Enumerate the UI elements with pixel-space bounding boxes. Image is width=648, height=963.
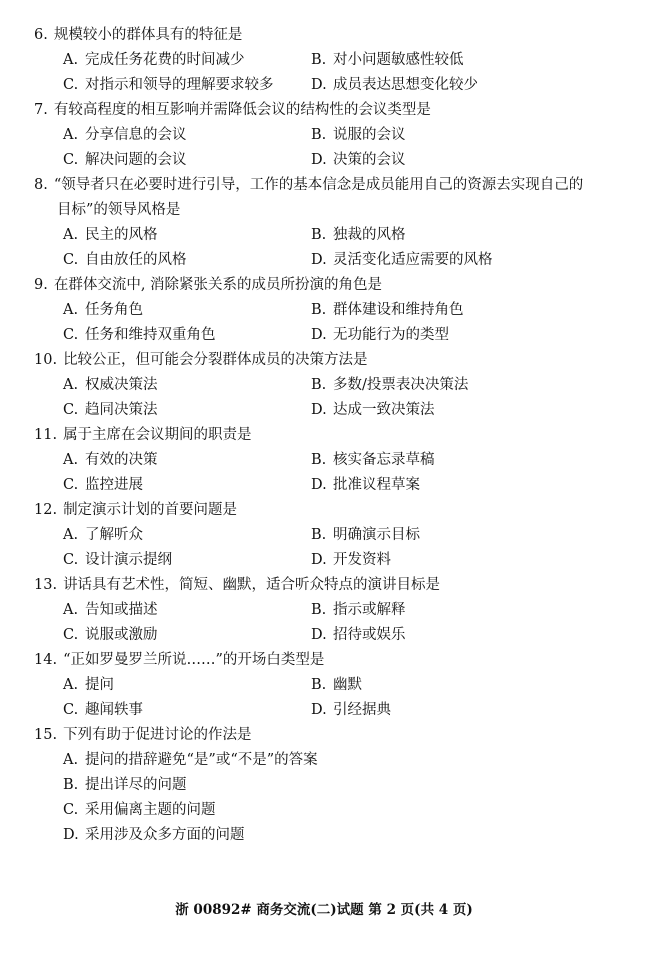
- question-number: 10.: [34, 352, 58, 368]
- option-letter: B.: [311, 527, 327, 543]
- option-text: 权威决策法: [85, 377, 158, 393]
- option-text: 说服的会议: [333, 127, 406, 143]
- question-stem: [34, 350, 368, 370]
- option-b: [311, 50, 464, 70]
- option-b: [311, 375, 468, 395]
- option-text: 对小问题敏感性较低: [333, 52, 464, 68]
- option-text: 了解听众: [85, 527, 143, 543]
- option-letter: D.: [311, 627, 327, 643]
- option-letter: D.: [311, 77, 327, 93]
- option-letter: D.: [311, 552, 327, 568]
- question-text: 规模较小的群体具有的特征是: [53, 27, 243, 43]
- option-a: [63, 50, 245, 70]
- option-letter: D.: [311, 402, 327, 418]
- option-text: 明确演示目标: [333, 527, 420, 543]
- question-stem: [34, 650, 324, 670]
- option-text: 成员表达思想变化较少: [333, 77, 478, 93]
- question-9: [0, 275, 648, 350]
- option-d: [311, 475, 420, 495]
- option-letter: D.: [311, 327, 327, 343]
- option-c: [63, 700, 143, 720]
- question-7: [0, 100, 648, 175]
- option-text: 说服或激励: [85, 627, 158, 643]
- option-text: 群体建设和维持角色: [333, 302, 464, 318]
- option-letter: B.: [311, 52, 327, 68]
- option-letter: A.: [63, 752, 79, 768]
- question-stem: [34, 500, 237, 520]
- question-8: [0, 175, 648, 275]
- option-text: 任务和维持双重角色: [85, 327, 216, 343]
- option-text: 核实备忘录草稿: [333, 452, 435, 468]
- question-stem: [34, 425, 252, 445]
- option-letter: D.: [63, 827, 79, 843]
- option-text: 无功能行为的类型: [333, 327, 449, 343]
- question-text: 下列有助于促进讨论的作法是: [63, 727, 252, 743]
- question-number: 12.: [34, 502, 58, 518]
- question-text-continued: 目标”的领导风格是: [57, 202, 181, 218]
- option-letter: C.: [63, 252, 79, 268]
- option-letter: A.: [63, 452, 79, 468]
- option-c: [63, 550, 172, 570]
- option-a: [63, 225, 158, 245]
- option-a: [63, 525, 143, 545]
- option-d: [311, 400, 435, 420]
- option-letter: B.: [63, 777, 79, 793]
- option-c: [63, 75, 274, 95]
- option-a: [63, 600, 158, 620]
- option-letter: D.: [311, 252, 327, 268]
- option-letter: C.: [63, 402, 79, 418]
- question-13: [0, 575, 648, 650]
- option-letter: C.: [63, 152, 79, 168]
- option-text: 有效的决策: [85, 452, 158, 468]
- option-text: 任务角色: [85, 302, 143, 318]
- option-letter: D.: [311, 702, 327, 718]
- question-10: [0, 350, 648, 425]
- question-text: 有较高程度的相互影响并需降低会议的结构性的会议类型是: [53, 102, 431, 118]
- option-d: [311, 625, 406, 645]
- option-text: 批准议程草案: [333, 477, 420, 493]
- option-text: 多数/投票表决决策法: [333, 377, 469, 393]
- question-stem: [34, 575, 440, 595]
- option-letter: D.: [311, 152, 327, 168]
- option-letter: B.: [311, 302, 327, 318]
- question-14: [0, 650, 648, 725]
- option-b: [311, 125, 406, 145]
- option-text: 自由放任的风格: [85, 252, 187, 268]
- option-b: [311, 675, 362, 695]
- option-letter: C.: [63, 702, 79, 718]
- option-letter: B.: [311, 677, 327, 693]
- option-d: [311, 150, 406, 170]
- option-text: 完成任务花费的时间减少: [85, 52, 245, 68]
- option-d: [311, 250, 493, 270]
- option-c: [63, 475, 143, 495]
- option-text: 提出详尽的问题: [85, 777, 187, 793]
- option-a: [63, 450, 158, 470]
- option-letter: C.: [63, 477, 79, 493]
- question-number: 13.: [34, 577, 58, 593]
- option-text: 告知或描述: [85, 602, 158, 618]
- option-text: 达成一致决策法: [333, 402, 435, 418]
- option-text: 提问的措辞避免“是”或“不是”的答案: [85, 752, 318, 768]
- question-stem: [34, 25, 242, 45]
- option-letter: B.: [311, 127, 327, 143]
- page-footer: 浙 00892# 商务交流(二)试题 第 2 页(共 4 页): [175, 902, 473, 918]
- option-d: [311, 700, 391, 720]
- option-text: 解决问题的会议: [85, 152, 187, 168]
- option-c: [63, 325, 216, 345]
- question-number: 8.: [34, 177, 48, 193]
- option-letter: A.: [63, 602, 79, 618]
- question-text: 在群体交流中, 消除紧张关系的成员所扮演的角色是: [53, 277, 383, 293]
- question-number: 11.: [34, 427, 58, 443]
- question-11: [0, 425, 648, 500]
- question-12: [0, 500, 648, 575]
- option-text: 幽默: [333, 677, 362, 693]
- option-c: [63, 800, 216, 820]
- option-c: [63, 625, 158, 645]
- option-text: 指示或解释: [333, 602, 406, 618]
- option-d: [311, 325, 449, 345]
- option-letter: C.: [63, 327, 79, 343]
- option-text: 招待或娱乐: [333, 627, 406, 643]
- option-a: [63, 750, 318, 770]
- option-text: 对指示和领导的理解要求较多: [85, 77, 274, 93]
- option-d: [311, 550, 391, 570]
- option-a: [63, 675, 114, 695]
- option-letter: C.: [63, 627, 79, 643]
- question-text: “领导者只在必要时进行引导，工作的基本信念是成员能用自己的资源去实现自己的: [53, 177, 584, 193]
- question-6: [0, 25, 648, 100]
- question-number: 14.: [34, 652, 58, 668]
- question-text: 制定演示计划的首要问题是: [63, 502, 238, 518]
- question-number: 15.: [34, 727, 58, 743]
- question-stem: [34, 100, 431, 120]
- option-text: 灵活变化适应需要的风格: [333, 252, 493, 268]
- option-d: [63, 825, 245, 845]
- option-text: 趣闻轶事: [85, 702, 143, 718]
- option-a: [63, 375, 158, 395]
- question-stem: [34, 175, 583, 195]
- option-letter: D.: [311, 477, 327, 493]
- option-letter: A.: [63, 127, 79, 143]
- option-letter: A.: [63, 227, 79, 243]
- option-b: [311, 450, 435, 470]
- question-text: 比较公正，但可能会分裂群体成员的决策方法是: [63, 352, 368, 368]
- option-text: 开发资料: [333, 552, 391, 568]
- option-text: 独裁的风格: [333, 227, 406, 243]
- option-letter: A.: [63, 302, 79, 318]
- option-text: 提问: [85, 677, 114, 693]
- option-text: 分享信息的会议: [85, 127, 187, 143]
- option-a: [63, 125, 187, 145]
- option-letter: B.: [311, 452, 327, 468]
- option-text: 设计演示提纲: [85, 552, 172, 568]
- option-c: [63, 150, 187, 170]
- option-letter: C.: [63, 802, 79, 818]
- question-number: 7.: [34, 102, 48, 118]
- option-text: 监控进展: [85, 477, 143, 493]
- option-letter: B.: [311, 377, 327, 393]
- option-letter: C.: [63, 552, 79, 568]
- option-text: 采用偏离主题的问题: [85, 802, 216, 818]
- question-text: 属于主席在会议期间的职责是: [63, 427, 252, 443]
- option-b: [311, 525, 420, 545]
- option-letter: A.: [63, 52, 79, 68]
- question-number: 6.: [34, 27, 48, 43]
- question-number: 9.: [34, 277, 48, 293]
- option-letter: A.: [63, 377, 79, 393]
- option-b: [311, 600, 406, 620]
- option-text: 采用涉及众多方面的问题: [85, 827, 245, 843]
- option-a: [63, 300, 143, 320]
- option-letter: A.: [63, 677, 79, 693]
- question-stem: [34, 275, 382, 295]
- option-c: [63, 250, 187, 270]
- option-text: 引经据典: [333, 702, 391, 718]
- question-15: [0, 725, 648, 850]
- option-b: [63, 775, 187, 795]
- option-letter: B.: [311, 227, 327, 243]
- option-letter: B.: [311, 602, 327, 618]
- option-text: 民主的风格: [85, 227, 158, 243]
- question-text: “正如罗曼罗兰所说……”的开场白类型是: [63, 652, 325, 668]
- question-text: 讲话具有艺术性，简短、幽默，适合听众特点的演讲目标是: [63, 577, 441, 593]
- option-letter: A.: [63, 527, 79, 543]
- option-text: 趋同决策法: [85, 402, 158, 418]
- option-d: [311, 75, 478, 95]
- question-stem: [34, 725, 252, 745]
- option-c: [63, 400, 158, 420]
- option-b: [311, 300, 464, 320]
- option-b: [311, 225, 406, 245]
- option-text: 决策的会议: [333, 152, 406, 168]
- option-letter: C.: [63, 77, 79, 93]
